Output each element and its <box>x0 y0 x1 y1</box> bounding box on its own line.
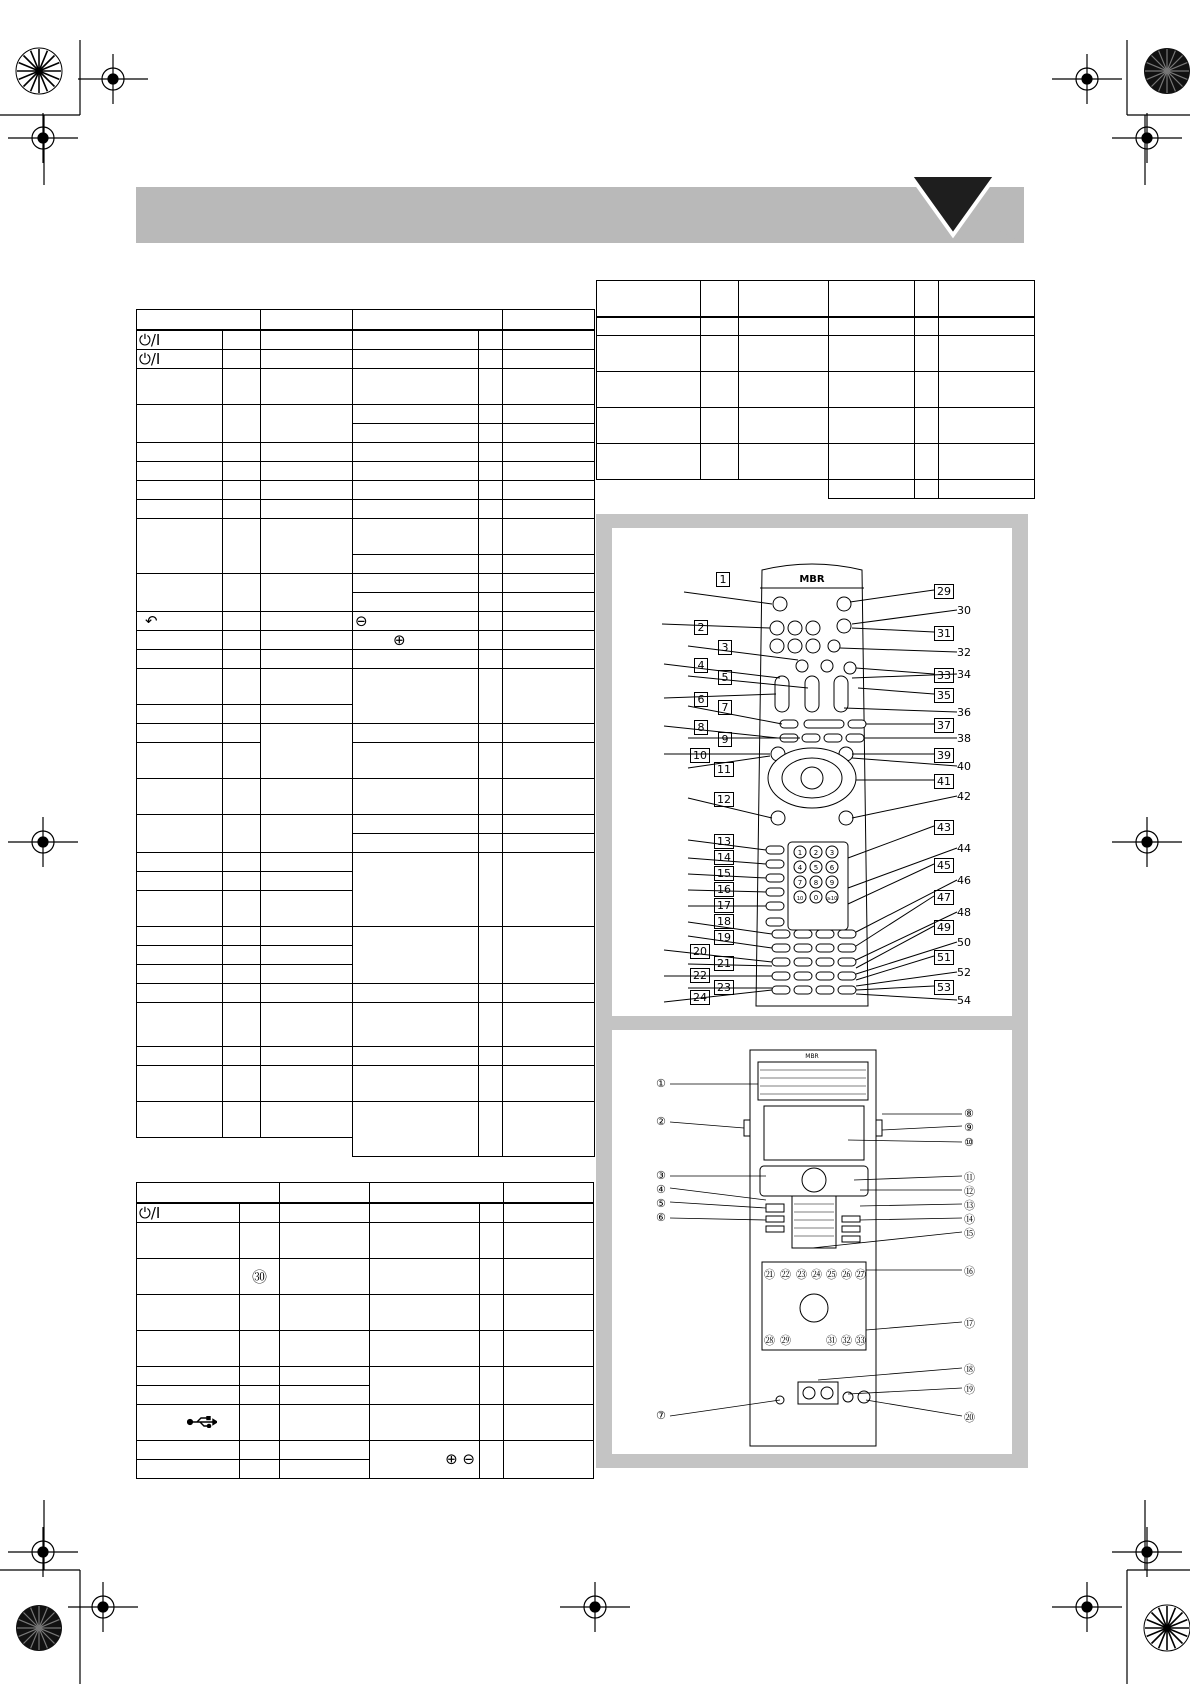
keypad-key-label: 6 <box>829 864 835 872</box>
callout-label: 20 <box>690 944 710 959</box>
callout-label: ⑨ <box>964 1121 974 1134</box>
table-cell <box>137 1203 240 1223</box>
circled-30-label: ㉚ <box>251 1267 267 1286</box>
unit-brand: MBR <box>805 1053 819 1060</box>
plus-minus-icon: ⊕ ⊖ <box>445 1450 475 1468</box>
callout-label: ⑪ <box>964 1171 975 1184</box>
callout-label: ⑫ <box>964 1185 975 1198</box>
callout-label: ④ <box>656 1183 666 1196</box>
keypad-key-label: 1 <box>797 849 803 857</box>
callout-label: ⑲ <box>964 1383 975 1396</box>
callout-label: ⑳ <box>964 1411 975 1424</box>
callout-label: ① <box>656 1077 666 1090</box>
callout-label: 43 <box>934 820 954 835</box>
registration-mark <box>560 1582 630 1632</box>
keypad-key-label: 2 <box>813 849 819 857</box>
usb-icon <box>187 1416 217 1428</box>
callout-label: 47 <box>934 890 954 905</box>
callout-label: 35 <box>934 688 954 703</box>
keypad-key-label: 3 <box>829 849 835 857</box>
callout-label: ② <box>656 1115 666 1128</box>
callout-label: 38 <box>957 732 971 745</box>
callout-label: 50 <box>957 936 971 949</box>
sunburst-mark <box>1142 1603 1190 1653</box>
registration-mark <box>1112 1527 1182 1577</box>
keypad-key-label: 7 <box>797 879 803 887</box>
callout-label: 4 <box>694 658 708 673</box>
circle-minus-icon: ⊖ <box>355 611 368 630</box>
callout-label: ⑬ <box>964 1199 975 1212</box>
registration-mark <box>8 1527 78 1577</box>
callout-label: 11 <box>714 762 734 777</box>
keypad-key-label: 8 <box>813 879 819 887</box>
callout-label: 42 <box>957 790 971 803</box>
table-cell <box>370 1440 480 1478</box>
callout-label: 41 <box>934 774 954 789</box>
callout-label: ⑦ <box>656 1409 666 1422</box>
standby-icon: ⏻/I <box>139 349 161 368</box>
callout-label: ⑩ <box>964 1136 974 1149</box>
callout-label: 16 <box>714 882 734 897</box>
sunburst-mark <box>1142 46 1190 96</box>
standby-icon: ⏻/I <box>139 330 161 349</box>
callout-label: 37 <box>934 718 954 733</box>
callout-label: ③ <box>656 1169 666 1182</box>
callout-label: ㉒ <box>780 1268 791 1281</box>
callout-label: 2 <box>694 620 708 635</box>
table-cell <box>137 611 223 630</box>
callout-label: 32 <box>957 646 971 659</box>
table-cell <box>353 611 479 630</box>
callout-label: ⑮ <box>964 1227 975 1240</box>
standby-icon: ⏻/I <box>139 1203 161 1222</box>
callout-label: 40 <box>957 760 971 773</box>
registration-mark <box>68 1582 138 1632</box>
remote-buttons-table <box>136 309 595 1157</box>
callout-label: ㉘ <box>764 1334 775 1347</box>
callout-label: 22 <box>690 968 710 983</box>
callout-label: 21 <box>714 956 734 971</box>
callout-label: 29 <box>934 584 954 599</box>
callout-label: 23 <box>714 980 734 995</box>
remote-callouts <box>612 528 1012 1016</box>
callout-label: ⑰ <box>964 1317 975 1330</box>
callout-label: 14 <box>714 850 734 865</box>
registration-mark <box>78 54 148 104</box>
callout-label: 45 <box>934 858 954 873</box>
callout-label: 18 <box>714 914 734 929</box>
callout-label: ⑧ <box>964 1107 974 1120</box>
callout-label: ⑭ <box>964 1213 975 1226</box>
callout-label: ⑤ <box>656 1197 666 1210</box>
callout-label: 51 <box>934 950 954 965</box>
callout-label: 46 <box>957 874 971 887</box>
callout-label: 39 <box>934 748 954 763</box>
callout-label: ⑱ <box>964 1363 975 1376</box>
callout-label: 7 <box>718 700 732 715</box>
registration-mark <box>1052 54 1122 104</box>
callout-label: ㉛ <box>826 1334 837 1347</box>
settings-table <box>596 280 1035 499</box>
callout-label: 33 <box>934 668 954 683</box>
keypad-key-label: ≥10 <box>826 896 838 902</box>
callout-label: 8 <box>694 720 708 735</box>
registration-mark <box>8 817 78 867</box>
callout-label: ㉓ <box>796 1268 807 1281</box>
keypad-key-label: 9 <box>829 879 835 887</box>
table-cell <box>137 1404 240 1440</box>
table-cell <box>353 630 479 649</box>
callout-label: 1 <box>716 572 730 587</box>
table-cell <box>137 330 223 350</box>
keypad-key-label: 0 <box>813 894 819 902</box>
callout-label: 5 <box>718 670 732 685</box>
callout-label: 15 <box>714 866 734 881</box>
callout-label: ㉝ <box>855 1334 866 1347</box>
keypad-key-label: 4 <box>797 864 803 872</box>
callout-label: ⑥ <box>656 1211 666 1224</box>
callout-label: 12 <box>714 792 734 807</box>
callout-label: 48 <box>957 906 971 919</box>
callout-label: 6 <box>694 692 708 707</box>
keypad-key-label: 10 <box>796 896 804 902</box>
callout-label: 10 <box>690 748 710 763</box>
callout-label: 49 <box>934 920 954 935</box>
callout-label: 53 <box>934 980 954 995</box>
unit-buttons-table <box>136 1182 594 1479</box>
callout-label: 13 <box>714 834 734 849</box>
unit-callouts <box>612 1030 1012 1454</box>
sunburst-mark <box>14 46 64 96</box>
header-band <box>136 187 1024 243</box>
callout-label: ㉖ <box>841 1268 852 1281</box>
callout-label: 36 <box>957 706 971 719</box>
callout-label: ㉜ <box>841 1334 852 1347</box>
callout-label: 19 <box>714 930 734 945</box>
table-cell <box>503 310 595 330</box>
registration-mark <box>1112 113 1182 163</box>
callout-label: ㉙ <box>780 1334 791 1347</box>
callout-label: 54 <box>957 994 971 1007</box>
table-cell <box>353 310 503 330</box>
return-icon: ↶ <box>145 611 158 630</box>
callout-label: 17 <box>714 898 734 913</box>
callout-label: 31 <box>934 626 954 641</box>
callout-label: ㉗ <box>855 1268 866 1281</box>
callout-label: 30 <box>957 604 971 617</box>
registration-mark <box>8 113 78 163</box>
callout-label: 3 <box>718 640 732 655</box>
header-corner-triangle <box>900 172 1030 248</box>
registration-mark <box>1052 1582 1122 1632</box>
remote-brand: MBR <box>799 574 825 585</box>
keypad-key-label: 5 <box>813 864 819 872</box>
registration-mark <box>1112 817 1182 867</box>
circle-plus-icon: ⊕ <box>393 630 406 649</box>
table-cell <box>137 310 261 330</box>
callout-label: 34 <box>957 668 971 681</box>
callout-label: ⑯ <box>964 1265 975 1278</box>
callout-label: ㉕ <box>826 1268 837 1281</box>
table-cell <box>137 349 223 368</box>
callout-label: ㉑ <box>764 1268 775 1281</box>
sunburst-mark <box>14 1603 64 1653</box>
callout-label: ㉔ <box>811 1268 822 1281</box>
table-cell <box>261 310 353 330</box>
callout-label: 24 <box>690 990 710 1005</box>
callout-label: 44 <box>957 842 971 855</box>
callout-label: 9 <box>718 732 732 747</box>
callout-label: 52 <box>957 966 971 979</box>
table-cell <box>240 1258 280 1294</box>
